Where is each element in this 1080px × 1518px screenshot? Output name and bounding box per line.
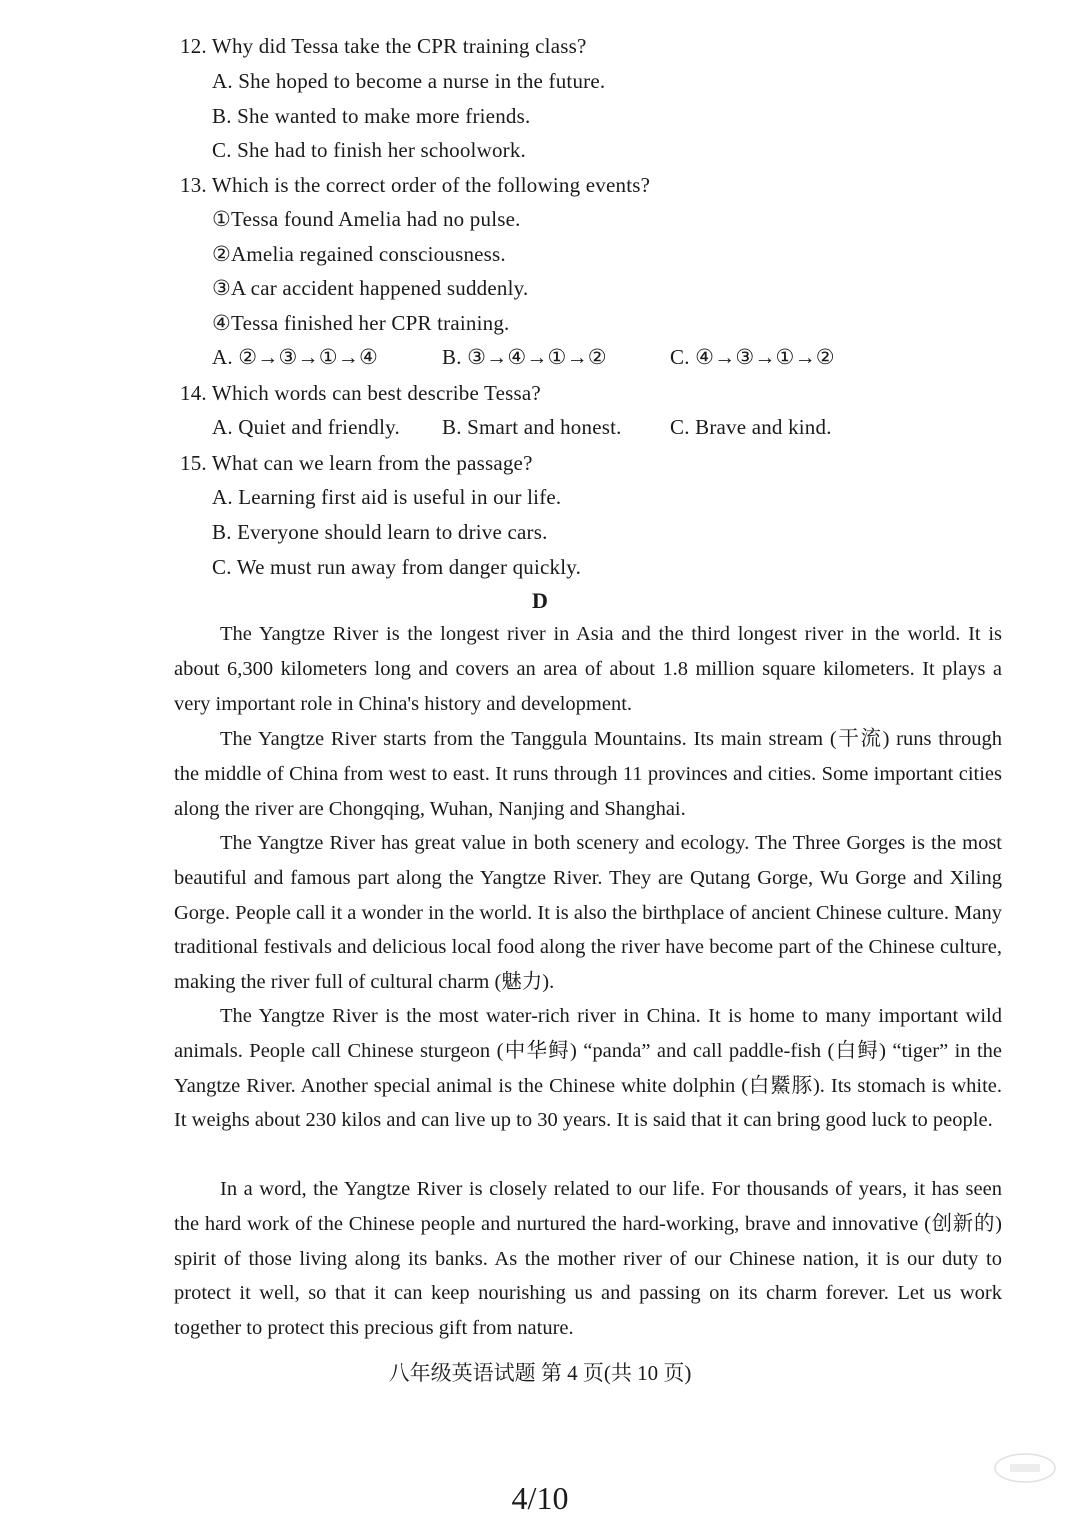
question-13-event-2: ②Amelia regained consciousness.	[212, 242, 506, 266]
question-15-option-b: B. Everyone should learn to drive cars.	[212, 520, 548, 544]
question-14-stem: 14. Which words can best describe Tessa?	[180, 381, 541, 405]
question-12-option-c: C. She had to finish her schoolwork.	[212, 138, 526, 162]
question-14-option-c: C. Brave and kind.	[670, 415, 832, 439]
passage-paragraph-5: In a word, the Yangtze River is closely related to our life. For thousands of years, it has seen the hard work of the Chinese people and nurtured the hard-working, brave and innovative (创新的) spirit of those living along its banks. As the mother river of our Chinese nation, it is our duty to protect it well, so that it can keep nourishing us and passing on its charm forever. Let us work together to protect this precious gift from nature.	[174, 1178, 1002, 1340]
question-13-stem: 13. Which is the correct order of the following events?	[180, 173, 651, 197]
question-13-event-3: ③A car accident happened suddenly.	[212, 276, 529, 300]
question-13-event-1: ①Tessa found Amelia had no pulse.	[212, 207, 521, 231]
section-label: D	[532, 588, 548, 613]
question-12-stem: 12. Why did Tessa take the CPR training class?	[180, 34, 587, 58]
question-15-stem: 15. What can we learn from the passage?	[180, 451, 533, 475]
question-13-option-c: C. ④→③→①→②	[670, 345, 835, 369]
question-12-option-a: A. She hoped to become a nurse in the future.	[212, 69, 606, 93]
passage-paragraph-3: The Yangtze River has great value in both scenery and ecology. The Three Gorges is the most beautiful and famous part along the Yangtze River. They are Qutang Gorge, Wu Gorge and Xiling Gorge. People call it a wonder in the world. It is also the birthplace of ancient Chinese culture. Many traditional festivals and delicious local food along the river have become part of the Chinese culture, making the river full of cultural charm (魅力).	[174, 832, 1002, 994]
passage-paragraph-4: The Yangtze River is the most water-rich river in China. It is home to many important wild animals. People call Chinese sturgeon (中华鲟) “panda” and call paddle-fish (白鲟) “tiger” in the Yangtze River. Another special animal is the Chinese white dolphin (白鱀豚). Its stomach is white. It weighs about 230 kilos and can live up to 30 years. It is said that it can bring good luck to people.	[174, 1005, 1002, 1132]
question-13-option-b: B. ③→④→①→②	[442, 345, 607, 369]
question-13-options	[212, 343, 932, 371]
question-12-option-b: B. She wanted to make more friends.	[212, 104, 531, 128]
question-15-option-c: C. We must run away from danger quickly.	[212, 555, 582, 579]
question-14-option-a: A. Quiet and friendly.	[212, 415, 400, 439]
question-14-options	[212, 413, 932, 441]
passage-paragraph-2: The Yangtze River starts from the Tanggula Mountains. Its main stream (干流) runs through the middle of China from west to east. It runs through 11 provinces and cities. Some important cities along the river are Chongqing, Wuhan, Nanjing and Shanghai.	[174, 728, 1002, 820]
watermark-icon	[990, 1448, 1060, 1488]
passage-paragraph-1: The Yangtze River is the longest river in Asia and the third longest river in the world. It is about 6,300 kilometers long and covers an area of about 1.8 million square kilometers. It plays a very important role in China's history and development.	[174, 623, 1002, 715]
question-13-option-a: A. ②→③→①→④	[212, 345, 378, 369]
question-13-event-4: ④Tessa finished her CPR training.	[212, 311, 510, 335]
exam-footer: 八年级英语试题 第 4 页(共 10 页)	[388, 1361, 692, 1385]
question-15-option-a: A. Learning first aid is useful in our life.	[212, 485, 562, 509]
page-indicator: 4/10	[511, 1480, 569, 1516]
question-14-option-b: B. Smart and honest.	[442, 415, 622, 439]
